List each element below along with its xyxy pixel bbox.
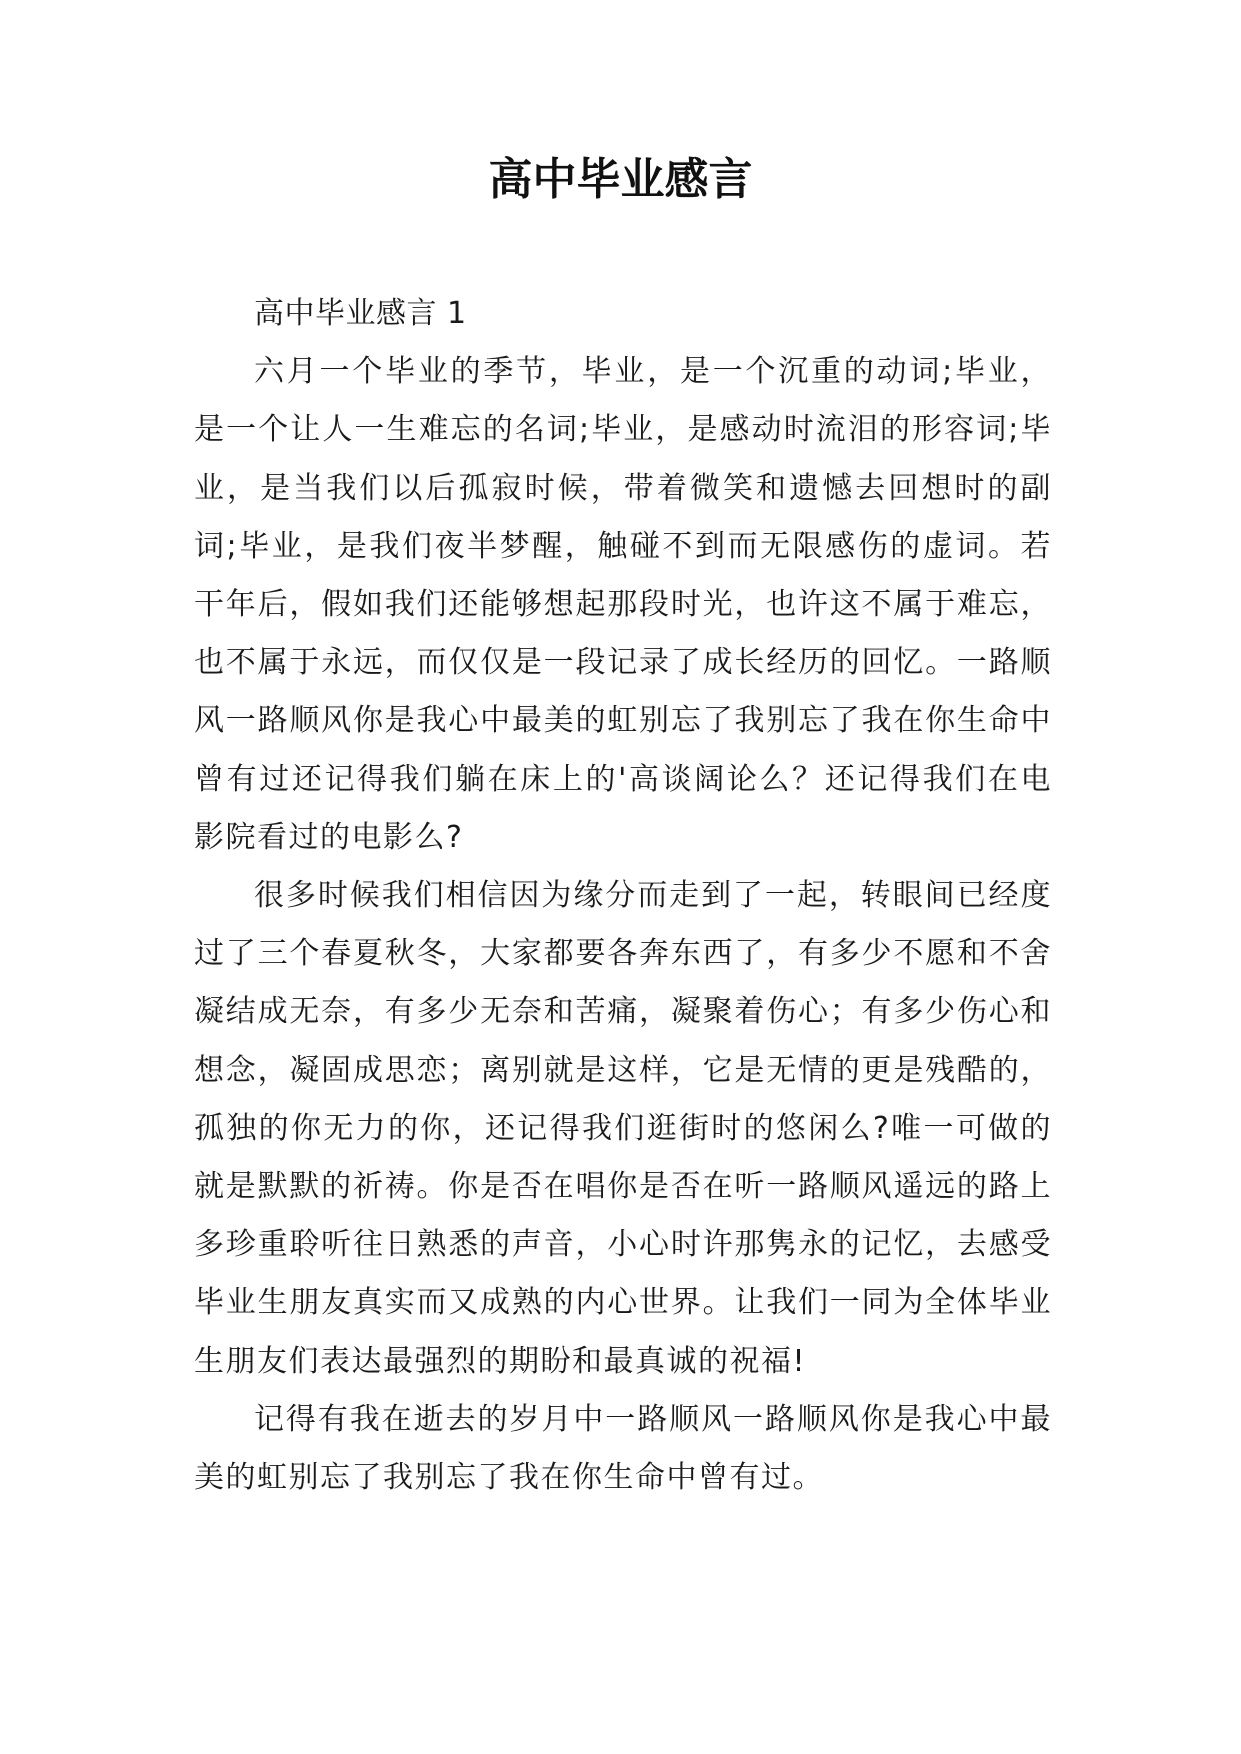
body-paragraph: 很多时候我们相信因为缘分而走到了一起，转眼间已经度过了三个春夏秋冬，大家都要各奔东西了，有多少不愿和不舍凝结成无奈，有多少无奈和苦痛，凝聚着伤心；有多少伤心和想念，凝固成思恋；离别就是这样，它是无情的更是残酷的，孤独的你无力的你，还记得我们逛街时的悠闲么?唯一可做的就是默默的祈祷。你是否在唱你是否在听一路顺风遥远的路上多珍重聆听往日熟悉的声音，小心时许那隽永的记忆，去感受毕业生朋友真实而又成熟的内心世界。让我们一同为全体毕业生朋友们表达最强烈的期盼和最真诚的祝福! (194, 878, 1052, 1379)
document-body (194, 285, 1052, 1507)
document-title: 高中毕业感言 (488, 154, 753, 205)
body-paragraph: 记得有我在逝去的岁月中一路顺风一路顺风你是我心中最美的虹别忘了我别忘了我在你生命中曾有过。 (194, 1401, 1052, 1496)
section-heading: 高中毕业感言 1 (254, 296, 467, 331)
body-paragraph: 六月一个毕业的季节，毕业，是一个沉重的动词;毕业，是一个让人一生难忘的名词;毕业，是感动时流泪的形容词;毕业，是当我们以后孤寂时候，带着微笑和遗憾去回想时的副词;毕业，是我们夜半梦醒，触碰不到而无限感伤的虚词。若干年后，假如我们还能够想起那段时光，也许这不属于难忘，也不属于永远，而仅仅是一段记录了成长经历的回忆。一路顺风一路顺风你是我心中最美的虹别忘了我别忘了我在你生命中曾有过还记得我们躺在床上的'高谈阔论么？还记得我们在电影院看过的电影么? (194, 354, 1052, 855)
